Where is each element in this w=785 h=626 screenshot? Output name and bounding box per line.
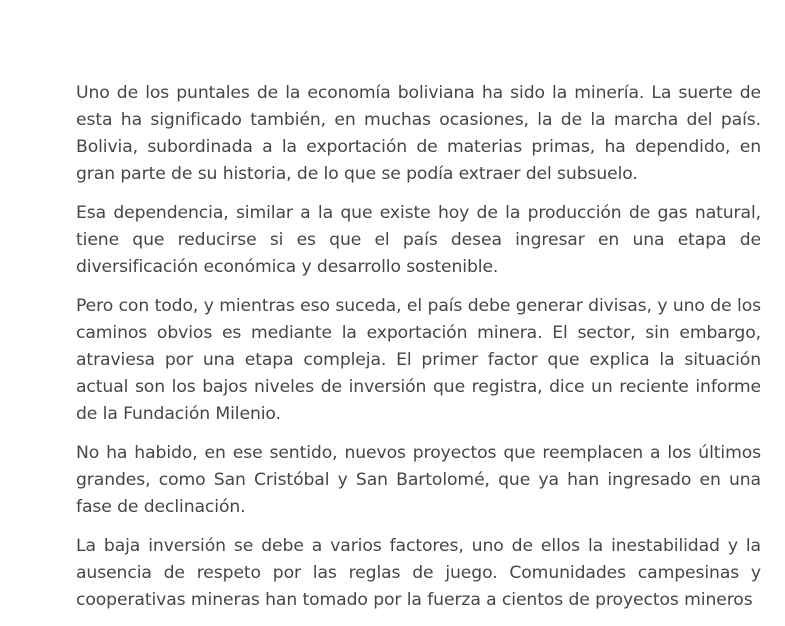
article-body	[76, 80, 761, 626]
article-paragraph-5: La baja inversión se debe a varios factores, uno de ellos la inestabilidad y la ausencia de respeto por las reglas de juego. Comunidades campesinas y cooperativas mineras han tomado por la fuerza a cientos de proyectos mineros	[76, 536, 761, 610]
article-paragraph-2: Esa dependencia, similar a la que existe hoy de la producción de gas natural, tiene que reducirse si es que el país desea ingresar en una etapa de diversificación económica y desarrollo sostenible.	[76, 203, 761, 277]
article-paragraph-1: Uno de los puntales de la economía boliviana ha sido la minería. La suerte de esta ha significado también, en muchas ocasiones, la de la marcha del país. Bolivia, subordinada a la exportación de materias primas, ha dependido, en gran parte de su historia, de lo que se podía extraer del subsuelo.	[76, 83, 761, 184]
article-paragraph-3: Pero con todo, y mientras eso suceda, el país debe generar divisas, y uno de los caminos obvios es mediante la exportación minera. El sector, sin embargo, atraviesa por una etapa compleja. El primer factor que explica la situación actual son los bajos niveles de inversión que registra, dice un reciente informe de la Fundación Milenio.	[76, 296, 761, 424]
article-paragraph-4: No ha habido, en ese sentido, nuevos proyectos que reemplacen a los últimos grandes, como San Cristóbal y San Bartolomé, que ya han ingresado en una fase de declinación.	[76, 443, 761, 517]
